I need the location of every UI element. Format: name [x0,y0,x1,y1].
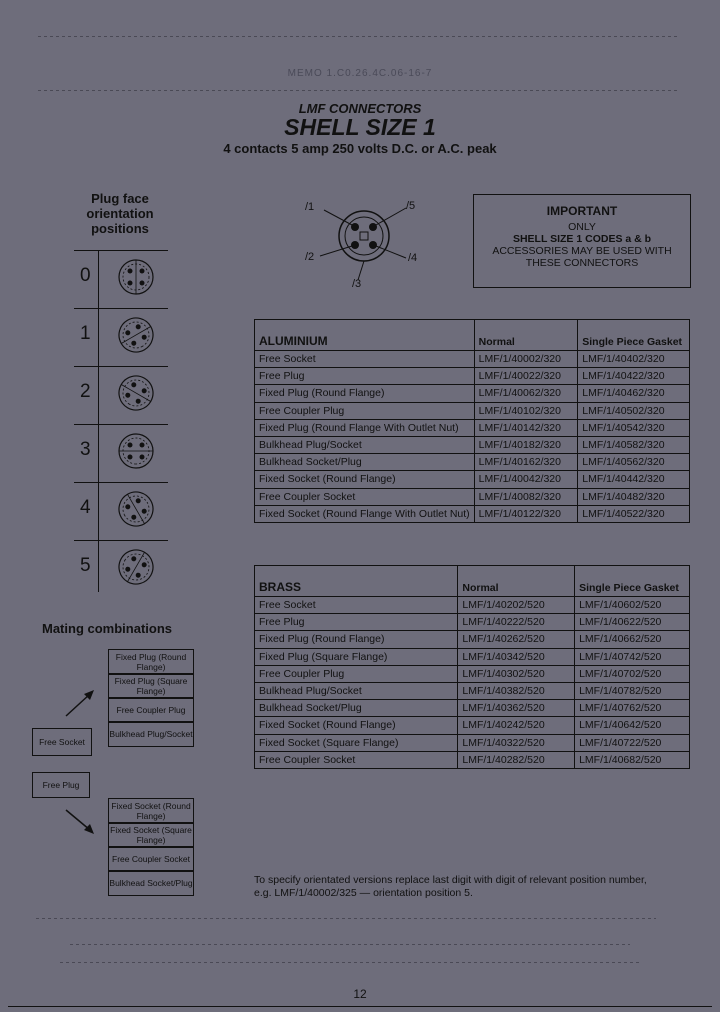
cell-name: Free Coupler Plug [255,402,475,419]
cell-gasket: LMF/1/40602/520 [575,597,690,614]
cell-gasket: LMF/1/40642/520 [575,717,690,734]
cell-name: Free Socket [255,597,458,614]
plug-face-icon [116,431,156,476]
arrow-up-icon [60,688,100,718]
cell-gasket: LMF/1/40522/320 [578,505,690,522]
pin-label-5: /5 [406,200,416,212]
mating-box: Bulkhead Socket/Plug [108,870,194,896]
cell-gasket: LMF/1/40402/320 [578,351,690,368]
cell-gasket: LMF/1/40562/320 [578,454,690,471]
pin-label-4: /4 [408,252,418,264]
cell-gasket: LMF/1/40722/520 [575,734,690,751]
orientation-row [74,308,168,361]
aluminium-table [254,319,690,523]
important-line: ACCESSORIES MAY BE USED WITH [492,245,672,257]
cell-normal: LMF/1/40082/320 [474,488,578,505]
table-row [255,419,690,436]
scan-noise-top [38,36,678,37]
table-row [255,402,690,419]
cell-gasket: LMF/1/40542/320 [578,419,690,436]
cell-gasket: LMF/1/40582/320 [578,436,690,453]
orientation-row [74,482,168,535]
table-row [255,351,690,368]
table-row [255,700,690,717]
cell-normal: LMF/1/40122/320 [474,505,578,522]
orientation-number: 2 [80,381,91,402]
cell-normal: LMF/1/40002/320 [474,351,578,368]
plug-face-icon [116,315,156,360]
important-line: SHELL SIZE 1 CODES a & b [512,233,652,245]
free-socket-box: Free Socket [32,728,92,756]
pin-diagram [300,196,430,292]
table-row [255,597,690,614]
scan-noise-bottom [70,944,630,945]
cell-gasket: LMF/1/40682/520 [575,751,690,768]
cell-name: Bulkhead Socket/Plug [255,454,475,471]
cell-gasket: LMF/1/40442/320 [578,471,690,488]
page-number: 12 [353,987,367,1001]
cell-normal: LMF/1/40022/320 [474,368,578,385]
orientation-number: 1 [80,323,91,344]
orientation-row [74,250,168,303]
orientation-number: 0 [80,265,91,286]
bottom-rule [8,1006,712,1007]
cell-normal: LMF/1/40262/520 [458,631,575,648]
cell-gasket: LMF/1/40482/320 [578,488,690,505]
cell-name: Fixed Plug (Round Flange) [255,631,458,648]
pin-label-1: /1 [305,201,315,213]
mating-box: Fixed Socket (Round Flange) [108,798,194,824]
cell-gasket: LMF/1/40762/520 [575,700,690,717]
cell-name: Fixed Plug (Round Flange With Outlet Nut) [255,419,475,436]
cell-normal: LMF/1/40242/520 [458,717,575,734]
arrow-down-icon [62,806,102,836]
series-title: LMF CONNECTORS [298,101,422,116]
cell-name: Free Coupler Socket [255,488,475,505]
col-normal: Normal [458,566,575,597]
cell-gasket: LMF/1/40742/520 [575,648,690,665]
cell-name: Bulkhead Plug/Socket [255,436,475,453]
table-row [255,385,690,402]
cell-normal: LMF/1/40202/520 [458,597,575,614]
plug-face-icon [116,547,156,592]
cell-name: Free Coupler Socket [255,751,458,768]
mating-title: Mating combinations [42,621,172,636]
cell-name: Fixed Socket (Round Flange With Outlet Nut) [255,505,475,522]
cell-gasket: LMF/1/40622/520 [575,614,690,631]
table-row [255,454,690,471]
scan-noise-rule [38,90,678,91]
cell-name: Free Coupler Plug [255,665,458,682]
scan-noise-bottom [36,918,656,919]
col-normal: Normal [474,320,578,351]
scan-noise-bottom [60,962,640,963]
important-line: THESE CONNECTORS [525,257,639,269]
mating-box: Free Coupler Socket [108,846,194,872]
col-gasket: Single Piece Gasket [575,566,690,597]
cell-normal: LMF/1/40222/520 [458,614,575,631]
aluminium-title: ALUMINIUM [255,320,475,351]
cell-gasket: LMF/1/40782/520 [575,682,690,699]
cell-normal: LMF/1/40322/520 [458,734,575,751]
table-row [255,614,690,631]
page-subtitle: 4 contacts 5 amp 250 volts D.C. or A.C. peak [223,141,497,156]
brass-title: BRASS [255,566,458,597]
cell-normal: LMF/1/40302/520 [458,665,575,682]
orientation-divider [98,250,99,592]
table-row [255,488,690,505]
cell-name: Fixed Socket (Round Flange) [255,471,475,488]
cell-gasket: LMF/1/40422/320 [578,368,690,385]
orientation-number: 3 [80,439,91,460]
table-row [255,665,690,682]
cell-gasket: LMF/1/40702/520 [575,665,690,682]
table-row [255,631,690,648]
cell-name: Fixed Socket (Round Flange) [255,717,458,734]
table-row [255,717,690,734]
table-row [255,436,690,453]
orientation-note: To specify orientated versions replace last digit with digit of relevant position number, e.g. LMF/1/40002/325 — orientation position 5. [254,874,647,899]
important-title: IMPORTANT [546,204,618,218]
cell-normal: LMF/1/40042/320 [474,471,578,488]
cell-normal: LMF/1/40362/520 [458,700,575,717]
col-gasket: Single Piece Gasket [578,320,690,351]
mating-box: Fixed Plug (Square Flange) [108,673,194,699]
cell-gasket: LMF/1/40462/320 [578,385,690,402]
orientation-number: 4 [80,497,91,518]
important-notice [473,194,691,288]
table-row [255,505,690,522]
table-row [255,734,690,751]
plug-face-icon [116,257,156,302]
orientation-number: 5 [80,555,91,576]
table-row [255,682,690,699]
cell-normal: LMF/1/40162/320 [474,454,578,471]
pin-label-2: /2 [305,251,315,263]
orientation-row [74,540,168,593]
mating-box: Bulkhead Plug/Socket [108,721,194,747]
brass-table [254,565,690,769]
cell-name: Fixed Plug (Round Flange) [255,385,475,402]
mating-box: Fixed Plug (Round Flange) [108,649,194,675]
cell-normal: LMF/1/40382/520 [458,682,575,699]
mating-box: Free Coupler Plug [108,697,194,723]
cell-normal: LMF/1/40142/320 [474,419,578,436]
table-row [255,648,690,665]
cell-gasket: LMF/1/40502/320 [578,402,690,419]
free-plug-box: Free Plug [32,772,90,798]
cell-name: Bulkhead Socket/Plug [255,700,458,717]
important-line: ONLY [568,221,596,233]
cell-normal: LMF/1/40062/320 [474,385,578,402]
cell-name: Free Plug [255,614,458,631]
scan-top-ref: MEMO 1.C0.26.4C.06-16-7 [287,68,433,79]
cell-normal: LMF/1/40182/320 [474,436,578,453]
mating-box: Fixed Socket (Square Flange) [108,822,194,848]
orientation-title: Plug face orientation positions [86,191,154,236]
cell-name: Free Plug [255,368,475,385]
table-row [255,471,690,488]
cell-normal: LMF/1/40282/520 [458,751,575,768]
table-row [255,751,690,768]
cell-name: Bulkhead Plug/Socket [255,682,458,699]
cell-normal: LMF/1/40102/320 [474,402,578,419]
cell-name: Free Socket [255,351,475,368]
cell-name: Fixed Socket (Square Flange) [255,734,458,751]
plug-face-icon [116,373,156,418]
page-title: SHELL SIZE 1 [284,114,436,140]
cell-name: Fixed Plug (Square Flange) [255,648,458,665]
cell-normal: LMF/1/40342/520 [458,648,575,665]
orientation-row [74,366,168,419]
table-row [255,368,690,385]
cell-gasket: LMF/1/40662/520 [575,631,690,648]
plug-face-icon [116,489,156,534]
orientation-row [74,424,168,477]
pin-label-3: /3 [352,278,362,290]
